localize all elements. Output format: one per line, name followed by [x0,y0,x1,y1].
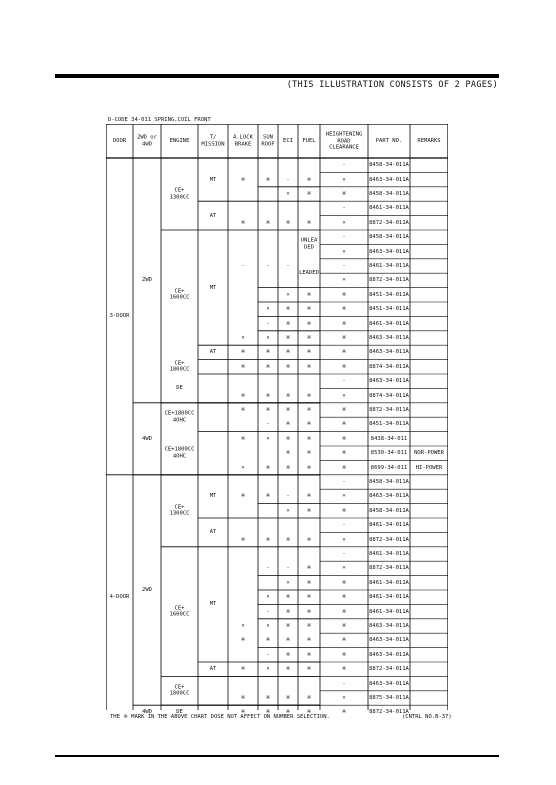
sunroof-cell: - [266,565,270,572]
sunroof-cell: - [266,320,270,327]
sunroof-cell: ※ [265,392,271,399]
fuel-cell: ※ [306,665,312,672]
sunroof-cell: ※ [265,694,271,701]
abs-cell: ※ [240,536,246,543]
abs-cell: ※ [240,176,246,183]
eci-cell: - [286,493,290,500]
fuel-cell: ※ [306,392,312,399]
fuel-cell: ※ [306,449,312,456]
column-header: FUEL [302,137,316,144]
eci-cell: × [286,507,290,514]
bottom-rule [55,755,499,757]
abs-cell: × [241,334,245,341]
part-number: 8872-34-011A [369,277,409,284]
eci-cell: ※ [285,709,291,716]
engine-label: DE [176,385,183,392]
eci-cell: ※ [285,349,291,356]
clearance-cell: × [342,176,346,183]
footnote: THE ※ MARK IN THE ABOVE CHART DOSE NOT AFFECT ON NUMBER SELECTION. [110,714,330,720]
clearance-cell: ※ [341,291,347,298]
clearance-cell: ※ [341,435,347,442]
eci-cell: - [286,176,290,183]
clearance-cell: ※ [341,651,347,658]
fuel-cell: ※ [306,363,312,370]
fuel-cell: ※ [306,694,312,701]
part-number: 8874-34-011A [369,363,409,370]
fuel-cell: ※ [306,608,312,615]
abs-cell: ※ [240,392,246,399]
drive-label: 2WD [142,586,152,593]
engine-label: CE+1800CC 4OHC [164,446,195,460]
clearance-cell: ※ [341,363,347,370]
part-number: 8463-34-011A [369,248,409,255]
engine-label: CE+ 1300CC [169,187,190,200]
engine-label: CE+ 1600CC [169,605,190,618]
mission-label: AT [209,349,217,356]
abs-cell: ※ [240,349,246,356]
fuel-cell: ※ [306,176,312,183]
eci-cell: ※ [285,622,291,629]
sunroof-cell: - [266,608,270,615]
sunroof-cell: × [266,665,270,672]
part-number: 8451-34-011A [369,305,409,312]
eci-cell: × [286,579,290,586]
part-number: 8458-34-011A [369,478,409,485]
eci-cell: ※ [285,536,291,543]
clearance-cell: ※ [341,305,347,312]
clearance-cell: × [342,219,346,226]
part-number: 8461-34-011A [369,593,409,600]
abs-cell: × [241,464,245,471]
eci-cell: - [286,262,290,269]
abs-cell: × [241,622,245,629]
eci-cell: ※ [285,665,291,672]
top-rule [55,74,499,78]
sunroof-cell: - [266,651,270,658]
column-header: PART NO. [375,137,403,144]
part-number: 8463-34-011A [369,377,409,384]
mission-label: MT [209,601,217,608]
fuel-label: UNLEA DED [300,237,318,251]
drive-label: 4WD [142,435,152,442]
column-header: REMARKS [417,137,441,144]
part-number: 8458-34-011A [369,161,409,168]
clearance-cell: ※ [341,190,347,197]
drive-label: 4WD [142,709,152,716]
clearance-cell: - [342,377,346,384]
sunroof-cell: - [266,262,270,269]
part-number: 8463-34-011A [369,349,409,356]
eci-cell: ※ [285,219,291,226]
eci-cell: ※ [285,651,291,658]
fuel-cell: ※ [306,435,312,442]
remarks-cell: NOR-POWER [414,449,444,456]
clearance-cell: × [342,277,346,284]
sunroof-cell: ※ [265,363,271,370]
abs-cell: ※ [240,435,246,442]
clearance-cell: × [342,536,346,543]
clearance-cell: - [342,521,346,528]
sunroof-cell: × [266,435,270,442]
part-number: 8461-34-011A [369,608,409,615]
clearance-cell: ※ [341,320,347,327]
clearance-cell: - [342,680,346,687]
fuel-cell: ※ [306,493,312,500]
eci-cell: × [286,291,290,298]
abs-cell: ※ [240,363,246,370]
clearance-cell: × [342,248,346,255]
sunroof-cell: × [266,305,270,312]
clearance-cell: ※ [341,406,347,413]
sunroof-cell: × [266,622,270,629]
column-header: DOOR [112,137,127,144]
column-header: A.LOCK BRAKE [233,134,253,147]
clearance-cell: ※ [341,709,347,716]
eci-cell: ※ [285,406,291,413]
engine-label: CE+1800CC 4OHC [164,410,195,424]
abs-cell: ※ [240,406,246,413]
part-number: 8461-34-011A [369,550,409,557]
illustration-note: (THIS ILLUSTRATION CONSISTS OF 2 PAGES) [286,80,498,90]
fuel-cell: ※ [306,349,312,356]
part-number: 8461-34-011A [369,320,409,327]
sunroof-cell: ※ [265,709,271,716]
part-number: 8461-34-011A [369,521,409,528]
part-number: 8438-34-011 [370,435,408,442]
part-number: 8451-34-011A [369,421,409,428]
eci-cell: ※ [285,464,291,471]
eci-cell: ※ [285,421,291,428]
sunroof-cell: ※ [265,219,271,226]
fuel-label: LEADED [299,269,319,276]
clearance-cell: ※ [341,593,347,600]
abs-cell: ※ [240,694,246,701]
clearance-cell: × [342,565,346,572]
eci-cell: ※ [285,694,291,701]
part-number: 8463-34-011A [369,651,409,658]
eci-cell: ※ [285,449,291,456]
fuel-cell: ※ [306,651,312,658]
abs-cell: ※ [240,219,246,226]
part-number: 8872-34-011A [369,709,409,716]
eci-cell: ※ [285,435,291,442]
door-label: 3-DOOR [109,313,130,320]
eci-cell: × [286,190,290,197]
fuel-cell: ※ [306,320,312,327]
part-number: 8872-34-011A [369,219,409,226]
abs-cell: ※ [240,665,246,672]
clearance-cell: - [342,161,346,168]
abs-cell: - [241,262,245,269]
part-number: 8461-34-011A [369,579,409,586]
eci-cell: ※ [285,305,291,312]
mission-label: AT [209,212,217,219]
fuel-cell: ※ [306,637,312,644]
fuel-cell: ※ [306,593,312,600]
remarks-cell: HI-POWER [415,464,443,471]
sunroof-cell: × [266,593,270,600]
part-number: 8530-34-011 [370,449,408,456]
sunroof-cell: ※ [265,464,271,471]
parts-table [106,124,448,716]
eci-cell: ※ [285,363,291,370]
fuel-cell: ※ [306,565,312,572]
clearance-cell: × [342,694,346,701]
eci-cell: ※ [285,608,291,615]
part-number: 8875-34-011A [369,694,409,701]
fuel-cell: ※ [306,291,312,298]
part-number: 8458-34-011A [369,507,409,514]
part-number: 8463-34-011A [369,493,409,500]
part-number: 8458-34-011A [369,190,409,197]
clearance-cell: - [342,233,346,240]
fuel-cell: ※ [306,464,312,471]
eci-cell: ※ [285,392,291,399]
clearance-cell: ※ [341,665,347,672]
fuel-cell: ※ [306,305,312,312]
clearance-cell: ※ [341,349,347,356]
clearance-cell: ※ [341,334,347,341]
fuel-cell: ※ [306,219,312,226]
engine-label: DE [176,709,183,716]
mission-label: MT [209,284,217,291]
eci-cell: ※ [285,637,291,644]
fuel-cell: ※ [306,579,312,586]
clearance-cell: - [342,550,346,557]
part-number: 8463-34-011A [369,637,409,644]
eci-cell: ※ [285,593,291,600]
column-header: ECI [283,137,293,144]
drive-label: 2WD [142,277,152,284]
abs-cell: ※ [240,709,246,716]
column-header: ENGINE [169,137,190,144]
clearance-cell: - [342,205,346,212]
fuel-cell: ※ [306,709,312,716]
eci-cell: - [286,565,290,572]
engine-label: CE+ 1600CC [169,288,190,301]
clearance-cell: ※ [341,449,347,456]
part-number: 8872-34-011A [369,665,409,672]
part-number: 8461-34-011A [369,262,409,269]
part-number: 8463-34-011A [369,176,409,183]
engine-label: CE+ 1800CC [169,360,190,373]
clearance-cell: - [342,478,346,485]
clearance-cell: - [342,262,346,269]
clearance-cell: ※ [341,421,347,428]
part-number: 8463-34-011A [369,334,409,341]
sunroof-cell: - [266,421,270,428]
part-number: 8872-34-011A [369,565,409,572]
door-label: 4-DOOR [109,593,130,600]
column-header: HEIGHTENING ROAD CLEARANCE [325,131,363,151]
sunroof-cell: ※ [265,406,271,413]
column-header: SUN ROOF [261,134,275,147]
part-number: 8458-34-011A [369,233,409,240]
eci-cell: ※ [285,320,291,327]
part-number: 8874-34-011A [369,392,409,399]
part-number: 8461-34-011A [369,205,409,212]
column-header: 2WD or 4WD [137,134,157,147]
control-number: (CNTRL NO.B-37) [402,714,452,720]
clearance-cell: ※ [341,507,347,514]
fuel-cell: ※ [306,622,312,629]
column-header: T/ MISSION [201,134,225,147]
part-number: 8699-34-011 [370,464,408,471]
fuel-cell: ※ [306,536,312,543]
clearance-cell: × [342,493,346,500]
clearance-cell: ※ [341,579,347,586]
eci-cell: ※ [285,334,291,341]
clearance-cell: × [342,392,346,399]
fuel-cell: ※ [306,406,312,413]
abs-cell: ※ [240,637,246,644]
clearance-cell: ※ [341,622,347,629]
mission-label: MT [209,493,217,500]
part-number: 8872-34-011A [369,536,409,543]
part-number: 8872-34-011A [369,406,409,413]
mission-label: MT [209,176,217,183]
dcode-title: D-CODE 34-011 SPRING,COIL FRONT [108,117,211,123]
sunroof-cell: × [266,334,270,341]
part-number: 8451-34-011A [369,291,409,298]
clearance-cell: ※ [341,608,347,615]
sunroof-cell: ※ [265,349,271,356]
fuel-cell: ※ [306,190,312,197]
sunroof-cell: ※ [265,536,271,543]
part-number: 8463-34-011A [369,680,409,687]
fuel-cell: ※ [306,421,312,428]
fuel-cell: ※ [306,334,312,341]
engine-label: CE+ 1800CC [169,684,190,697]
engine-label: CE+ 1300CC [169,504,190,517]
clearance-cell: ※ [341,464,347,471]
fuel-cell: ※ [306,507,312,514]
clearance-cell: ※ [341,637,347,644]
sunroof-cell: ※ [265,493,271,500]
sunroof-cell: ※ [265,637,271,644]
sunroof-cell: ※ [265,176,271,183]
mission-label: AT [209,665,217,672]
abs-cell: ※ [240,493,246,500]
mission-label: AT [209,529,217,536]
part-number: 8463-34-011A [369,622,409,629]
